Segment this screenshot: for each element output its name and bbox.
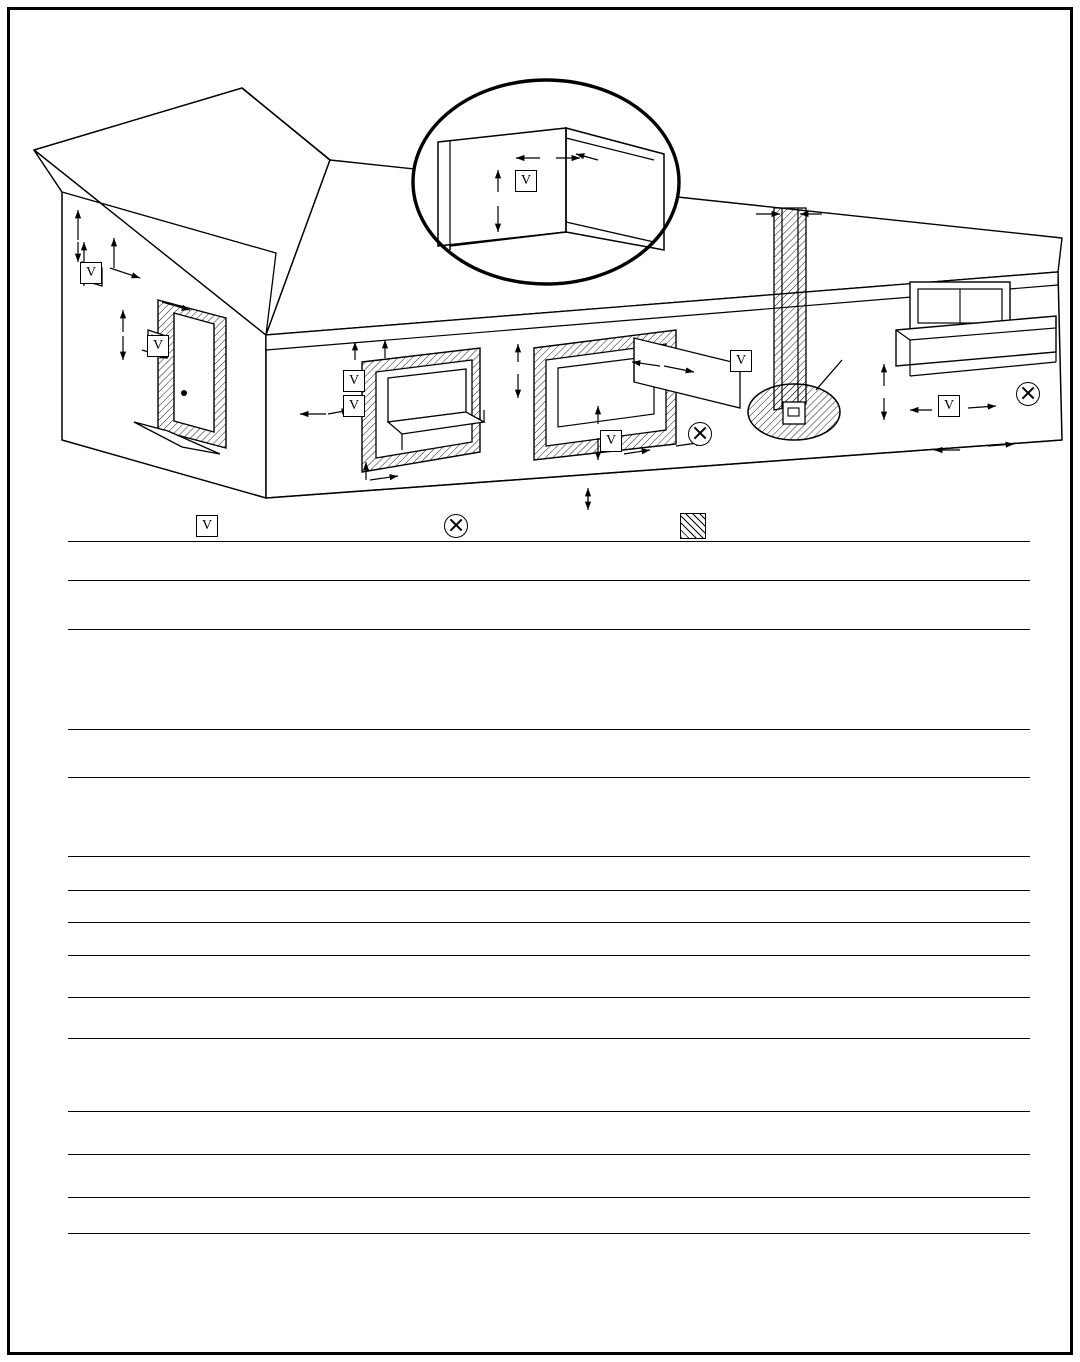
note-rule xyxy=(68,922,1030,923)
note-rule xyxy=(68,729,1030,730)
callout-v-4: V xyxy=(343,395,365,417)
callout-v-detail: V xyxy=(515,170,537,192)
legend-symbol-hatch xyxy=(680,513,706,539)
note-rule xyxy=(68,1233,1030,1234)
note-rule xyxy=(68,1038,1030,1039)
note-rule xyxy=(68,580,1030,581)
building-exterior-figure xyxy=(10,10,1070,550)
callout-v-2: V xyxy=(147,335,169,357)
note-rule xyxy=(68,541,1030,542)
note-rule xyxy=(68,629,1030,630)
note-rule xyxy=(68,1197,1030,1198)
recessed-window xyxy=(362,348,484,472)
legend xyxy=(10,505,1070,553)
callout-x-1 xyxy=(688,422,712,446)
callout-v-6: V xyxy=(730,350,752,372)
callout-v-5: V xyxy=(600,430,622,452)
callout-x-2 xyxy=(1016,382,1040,406)
sheet xyxy=(10,10,1070,1352)
corner-detail-bubble xyxy=(413,80,679,284)
note-rule xyxy=(68,777,1030,778)
callout-v-1: V xyxy=(80,262,102,284)
note-rule xyxy=(68,1154,1030,1155)
callout-v-7: V xyxy=(938,395,960,417)
callout-v-3: V xyxy=(343,370,365,392)
note-rule xyxy=(68,890,1030,891)
legend-symbol-v: V xyxy=(196,515,218,537)
legend-symbol-x xyxy=(444,514,468,538)
note-rule xyxy=(68,997,1030,998)
note-rule xyxy=(68,856,1030,857)
note-rule xyxy=(68,1111,1030,1112)
note-rule xyxy=(68,955,1030,956)
